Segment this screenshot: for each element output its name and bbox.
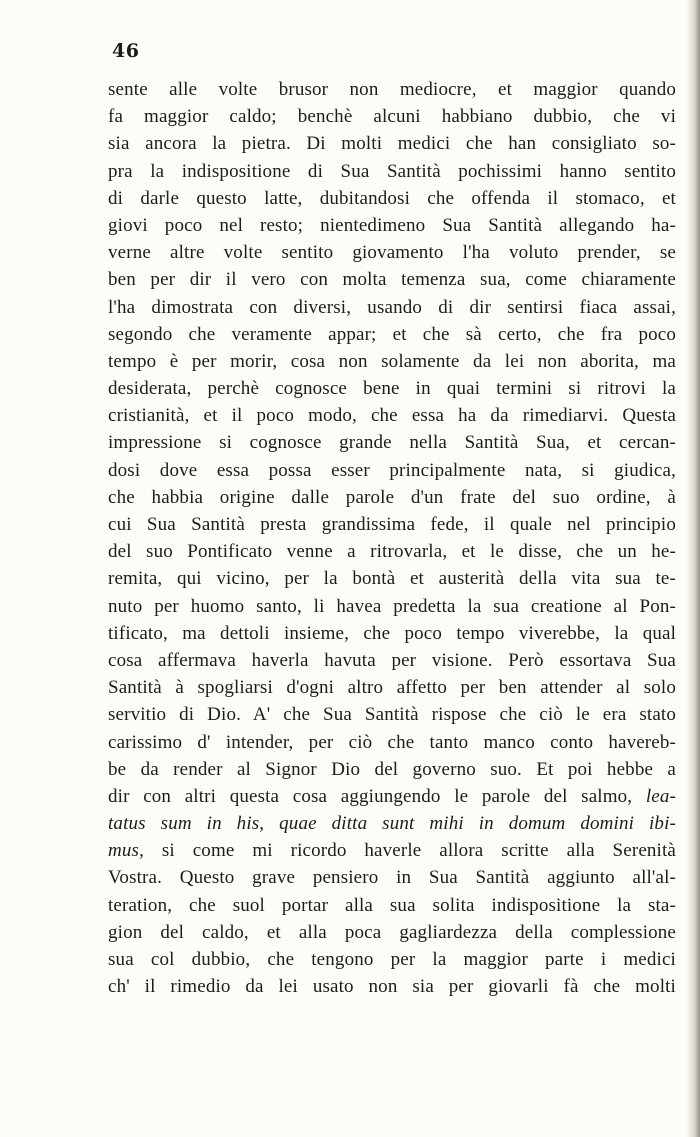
text-segment: cosa affermava haverla havuta per visione. Però essortava Sua (108, 649, 676, 671)
text-segment: tempo è per morir, cosa non solamente da lei non aborita, ma (108, 350, 676, 372)
text-segment: dosi dove essa possa esser principalmente nata, si giudica, (108, 459, 676, 481)
text-line (108, 484, 676, 511)
text-segment: gion del caldo, et alla poca gagliardezza della complessione (108, 921, 676, 943)
text-segment: ch' il rimedio da lei usato non sia per giovarli fà che molti (108, 976, 676, 998)
page-number: 46 (112, 40, 140, 62)
text-line (108, 892, 676, 919)
text-segment: impressione si cognosce grande nella Santità Sua, et cercan- (108, 432, 676, 454)
text-segment: cui Sua Santità presta grandissima fede, il quale nel principio (108, 514, 676, 535)
text-line (108, 756, 676, 783)
text-line (108, 946, 676, 973)
text-line (108, 457, 676, 484)
text-segment: l'ha dimostrata con diversi, usando di dir sentirsi fiaca assai, (108, 296, 676, 318)
text-line (108, 294, 676, 321)
text-line (108, 919, 676, 946)
text-segment: dir con altri questa cosa aggiungendo le parole del salmo, (108, 785, 646, 807)
text-segment: verne altre volte sentito giovamento l'ha voluto prender, se (108, 242, 676, 264)
text-line (108, 321, 676, 348)
text-line (108, 158, 676, 185)
text-segment: del suo Pontificato venne a ritrovarla, et le disse, che un he- (108, 541, 676, 563)
text-line (108, 266, 676, 293)
text-segment: carissimo d' intender, per ciò che tanto manco conto havereb- (108, 731, 676, 753)
italic-text-segment: tatus sum in his, quae ditta sunt mihi in domum domini ibi- (108, 813, 676, 835)
text-line (108, 76, 676, 103)
text-segment: ben per dir il vero con molta temenza sua, come chiaramente (108, 269, 676, 291)
text-line (108, 348, 676, 375)
italic-text-segment: mus (108, 840, 140, 862)
text-segment: segondo che veramente appar; et che sà certo, che fra poco (108, 323, 676, 345)
text-segment: , si come mi ricordo haverle allora scritte alla Serenità (139, 840, 676, 862)
text-line (108, 729, 676, 756)
text-line (108, 402, 676, 429)
italic-text-segment: lea- (645, 785, 676, 807)
text-line (108, 429, 676, 456)
text-segment: fa maggior caldo; benchè alcuni habbiano dubbio, che vi (108, 106, 676, 128)
text-line (108, 239, 676, 266)
text-segment: teration, che suol portar alla sua solita indispositione la sta- (108, 894, 676, 916)
text-segment: servitio di Dio. A' che Sua Santità rispose che ciò le era stato (108, 704, 676, 726)
text-line (108, 701, 676, 728)
text-segment: giovi poco nel resto; nientedimeno Sua Santità allegando ha- (108, 214, 676, 236)
text-segment: pra la indispositione di Sua Santità pochissimi hanno sentito (108, 160, 676, 182)
text-segment: sua col dubbio, che tengono per la maggior parte i medici (108, 949, 676, 970)
text-line (108, 864, 676, 891)
text-segment: tificato, ma dettoli insieme, che poco tempo viverebbe, la qual (108, 622, 676, 644)
text-segment: di darle questo latte, dubitandosi che offenda il stomaco, et (108, 187, 676, 209)
text-line (108, 185, 676, 212)
text-segment: cristianità, et il poco modo, che essa ha da rimediarvi. Questa (108, 405, 676, 427)
text-segment: Vostra. Questo grave pensiero in Sua Santità aggiunto all'al- (108, 867, 676, 889)
text-segment: nuto per huomo santo, li havea predetta la sua creatione al Pon- (108, 595, 676, 617)
text-line (108, 375, 676, 402)
text-line (108, 593, 676, 620)
text-line (108, 973, 676, 1000)
text-line (108, 810, 676, 837)
body-text (108, 76, 676, 1000)
text-line (108, 837, 676, 864)
text-segment: be da render al Signor Dio del governo suo. Et poi hebbe a (108, 758, 676, 780)
text-line (108, 565, 676, 592)
text-segment: che habbia origine dalle parole d'un frate del suo ordine, à (108, 486, 676, 508)
text-line (108, 783, 676, 810)
text-line (108, 103, 676, 130)
text-segment: sia ancora la pietra. Di molti medici che han consigliato so- (108, 133, 676, 155)
text-segment: Santità à spogliarsi d'ogni altro affetto per ben attender al solo (108, 677, 676, 699)
text-segment: remita, qui vicino, per la bontà et austerità della vita sua te- (108, 568, 676, 590)
text-line (108, 212, 676, 239)
text-line (108, 511, 676, 538)
text-segment: sente alle volte brusor non mediocre, et maggior quando (108, 79, 676, 100)
page-edge-shadow (686, 0, 700, 1137)
text-line (108, 538, 676, 565)
text-line (108, 620, 676, 647)
text-segment: desiderata, perchè cognosce bene in quai termini si ritrovi la (108, 378, 676, 400)
text-line (108, 647, 676, 674)
text-line (108, 130, 676, 157)
text-line (108, 674, 676, 701)
